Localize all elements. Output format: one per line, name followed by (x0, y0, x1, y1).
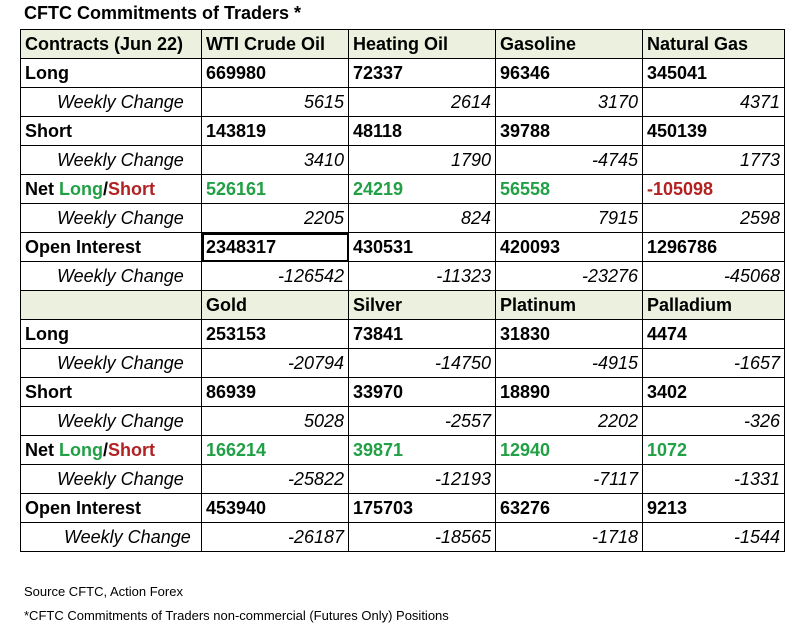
header-cell (21, 291, 202, 320)
net-value-cell[interactable]: 39871 (349, 436, 496, 465)
change-cell[interactable]: -4745 (496, 146, 643, 175)
net-short-word: Short (108, 178, 156, 199)
row-label: Weekly Change (21, 523, 202, 552)
footnote: *CFTC Commitments of Traders non-commercial (Futures Only) Positions (24, 608, 449, 623)
page-title: CFTC Commitments of Traders * (24, 3, 302, 23)
value-cell[interactable]: 453940 (202, 494, 349, 523)
table-row (21, 175, 785, 204)
change-cell[interactable]: 3410 (202, 146, 349, 175)
row-label: Open Interest (21, 233, 202, 262)
change-cell[interactable]: -1657 (643, 349, 785, 378)
header-cell: Palladium (643, 291, 785, 320)
change-cell[interactable]: 2205 (202, 204, 349, 233)
header-cell: WTI Crude Oil (202, 30, 349, 59)
value-cell[interactable]: 48118 (349, 117, 496, 146)
change-cell[interactable]: -45068 (643, 262, 785, 291)
value-cell[interactable]: 669980 (202, 59, 349, 88)
value-cell[interactable]: 96346 (496, 59, 643, 88)
change-cell[interactable]: 5028 (202, 407, 349, 436)
table-row (21, 88, 785, 117)
net-long-word: Long (59, 178, 103, 199)
table-row (21, 146, 785, 175)
row-label: Long (21, 320, 202, 349)
net-row-label (21, 175, 202, 204)
net-slash: / (103, 439, 109, 460)
net-prefix: Net (25, 439, 60, 460)
net-short-word: Short (108, 439, 156, 460)
value-cell[interactable]: 72337 (349, 59, 496, 88)
change-cell[interactable]: 2598 (643, 204, 785, 233)
net-value-cell[interactable]: -105098 (643, 175, 785, 204)
header-cell: Gasoline (496, 30, 643, 59)
table-row (21, 233, 785, 262)
change-cell[interactable]: 5615 (202, 88, 349, 117)
change-cell[interactable]: 4371 (643, 88, 785, 117)
change-cell[interactable]: -11323 (349, 262, 496, 291)
value-cell[interactable]: 33970 (349, 378, 496, 407)
row-label: Short (21, 117, 202, 146)
header-row-energy (21, 30, 785, 59)
value-cell[interactable]: 39788 (496, 117, 643, 146)
value-cell[interactable]: 345041 (643, 59, 785, 88)
table-row (21, 436, 785, 465)
header-cell: Silver (349, 291, 496, 320)
net-long-word: Long (59, 439, 103, 460)
value-cell[interactable]: 18890 (496, 378, 643, 407)
header-cell: Natural Gas (643, 30, 785, 59)
row-label: Weekly Change (21, 204, 202, 233)
header-cell: Gold (202, 291, 349, 320)
table-row (21, 117, 785, 146)
cftc-table (20, 29, 785, 552)
net-value-cell[interactable]: 1072 (643, 436, 785, 465)
source-note: Source CFTC, Action Forex (24, 584, 183, 599)
net-row-label (21, 436, 202, 465)
change-cell[interactable]: 2202 (496, 407, 643, 436)
value-cell[interactable]: 9213 (643, 494, 785, 523)
value-cell[interactable]: 143819 (202, 117, 349, 146)
value-cell[interactable]: 420093 (496, 233, 643, 262)
value-cell[interactable]: 86939 (202, 378, 349, 407)
row-label: Short (21, 378, 202, 407)
table-row (21, 204, 785, 233)
header-cell: Contracts (Jun 22) (21, 30, 202, 59)
net-value-cell[interactable]: 56558 (496, 175, 643, 204)
change-cell[interactable]: -26187 (202, 523, 349, 552)
header-cell: Heating Oil (349, 30, 496, 59)
change-cell[interactable]: 824 (349, 204, 496, 233)
row-label: Open Interest (21, 494, 202, 523)
value-cell[interactable]: 175703 (349, 494, 496, 523)
change-cell[interactable]: -20794 (202, 349, 349, 378)
value-cell[interactable]: 450139 (643, 117, 785, 146)
net-value-cell[interactable]: 526161 (202, 175, 349, 204)
value-cell[interactable]: 3402 (643, 378, 785, 407)
change-cell[interactable]: -326 (643, 407, 785, 436)
change-cell[interactable]: -25822 (202, 465, 349, 494)
table-row (21, 465, 785, 494)
row-label: Weekly Change (21, 349, 202, 378)
row-label: Weekly Change (21, 146, 202, 175)
table-row (21, 320, 785, 349)
change-cell[interactable]: -2557 (349, 407, 496, 436)
value-cell[interactable]: 1296786 (643, 233, 785, 262)
change-cell[interactable]: 1773 (643, 146, 785, 175)
change-cell[interactable]: -1331 (643, 465, 785, 494)
change-cell[interactable]: -1544 (643, 523, 785, 552)
row-label: Long (21, 59, 202, 88)
table-row (21, 494, 785, 523)
table-row (21, 59, 785, 88)
row-label: Weekly Change (21, 262, 202, 291)
table-row (21, 262, 785, 291)
table-row (21, 349, 785, 378)
value-cell[interactable]: 73841 (349, 320, 496, 349)
change-cell[interactable]: -23276 (496, 262, 643, 291)
net-value-cell[interactable]: 12940 (496, 436, 643, 465)
selected-value-cell[interactable]: 2348317 (202, 233, 349, 262)
header-cell: Platinum (496, 291, 643, 320)
value-cell[interactable]: 4474 (643, 320, 785, 349)
change-cell[interactable]: -7117 (496, 465, 643, 494)
change-cell[interactable]: -126542 (202, 262, 349, 291)
row-label: Weekly Change (21, 465, 202, 494)
table-row (21, 378, 785, 407)
net-prefix: Net (25, 178, 60, 199)
net-slash: / (103, 178, 109, 199)
change-cell[interactable]: -14750 (349, 349, 496, 378)
change-cell[interactable]: -4915 (496, 349, 643, 378)
change-cell[interactable]: 1790 (349, 146, 496, 175)
change-cell[interactable]: -1718 (496, 523, 643, 552)
net-value-cell[interactable]: 24219 (349, 175, 496, 204)
table-row (21, 407, 785, 436)
value-cell[interactable]: 430531 (349, 233, 496, 262)
header-row-metals (21, 291, 785, 320)
change-cell[interactable]: -18565 (349, 523, 496, 552)
row-label: Weekly Change (21, 407, 202, 436)
row-label: Weekly Change (21, 88, 202, 117)
table-row (21, 523, 785, 552)
change-cell[interactable]: 7915 (496, 204, 643, 233)
value-cell[interactable]: 31830 (496, 320, 643, 349)
change-cell[interactable]: 2614 (349, 88, 496, 117)
change-cell[interactable]: 3170 (496, 88, 643, 117)
change-cell[interactable]: -12193 (349, 465, 496, 494)
net-value-cell[interactable]: 166214 (202, 436, 349, 465)
value-cell[interactable]: 63276 (496, 494, 643, 523)
value-cell[interactable]: 253153 (202, 320, 349, 349)
